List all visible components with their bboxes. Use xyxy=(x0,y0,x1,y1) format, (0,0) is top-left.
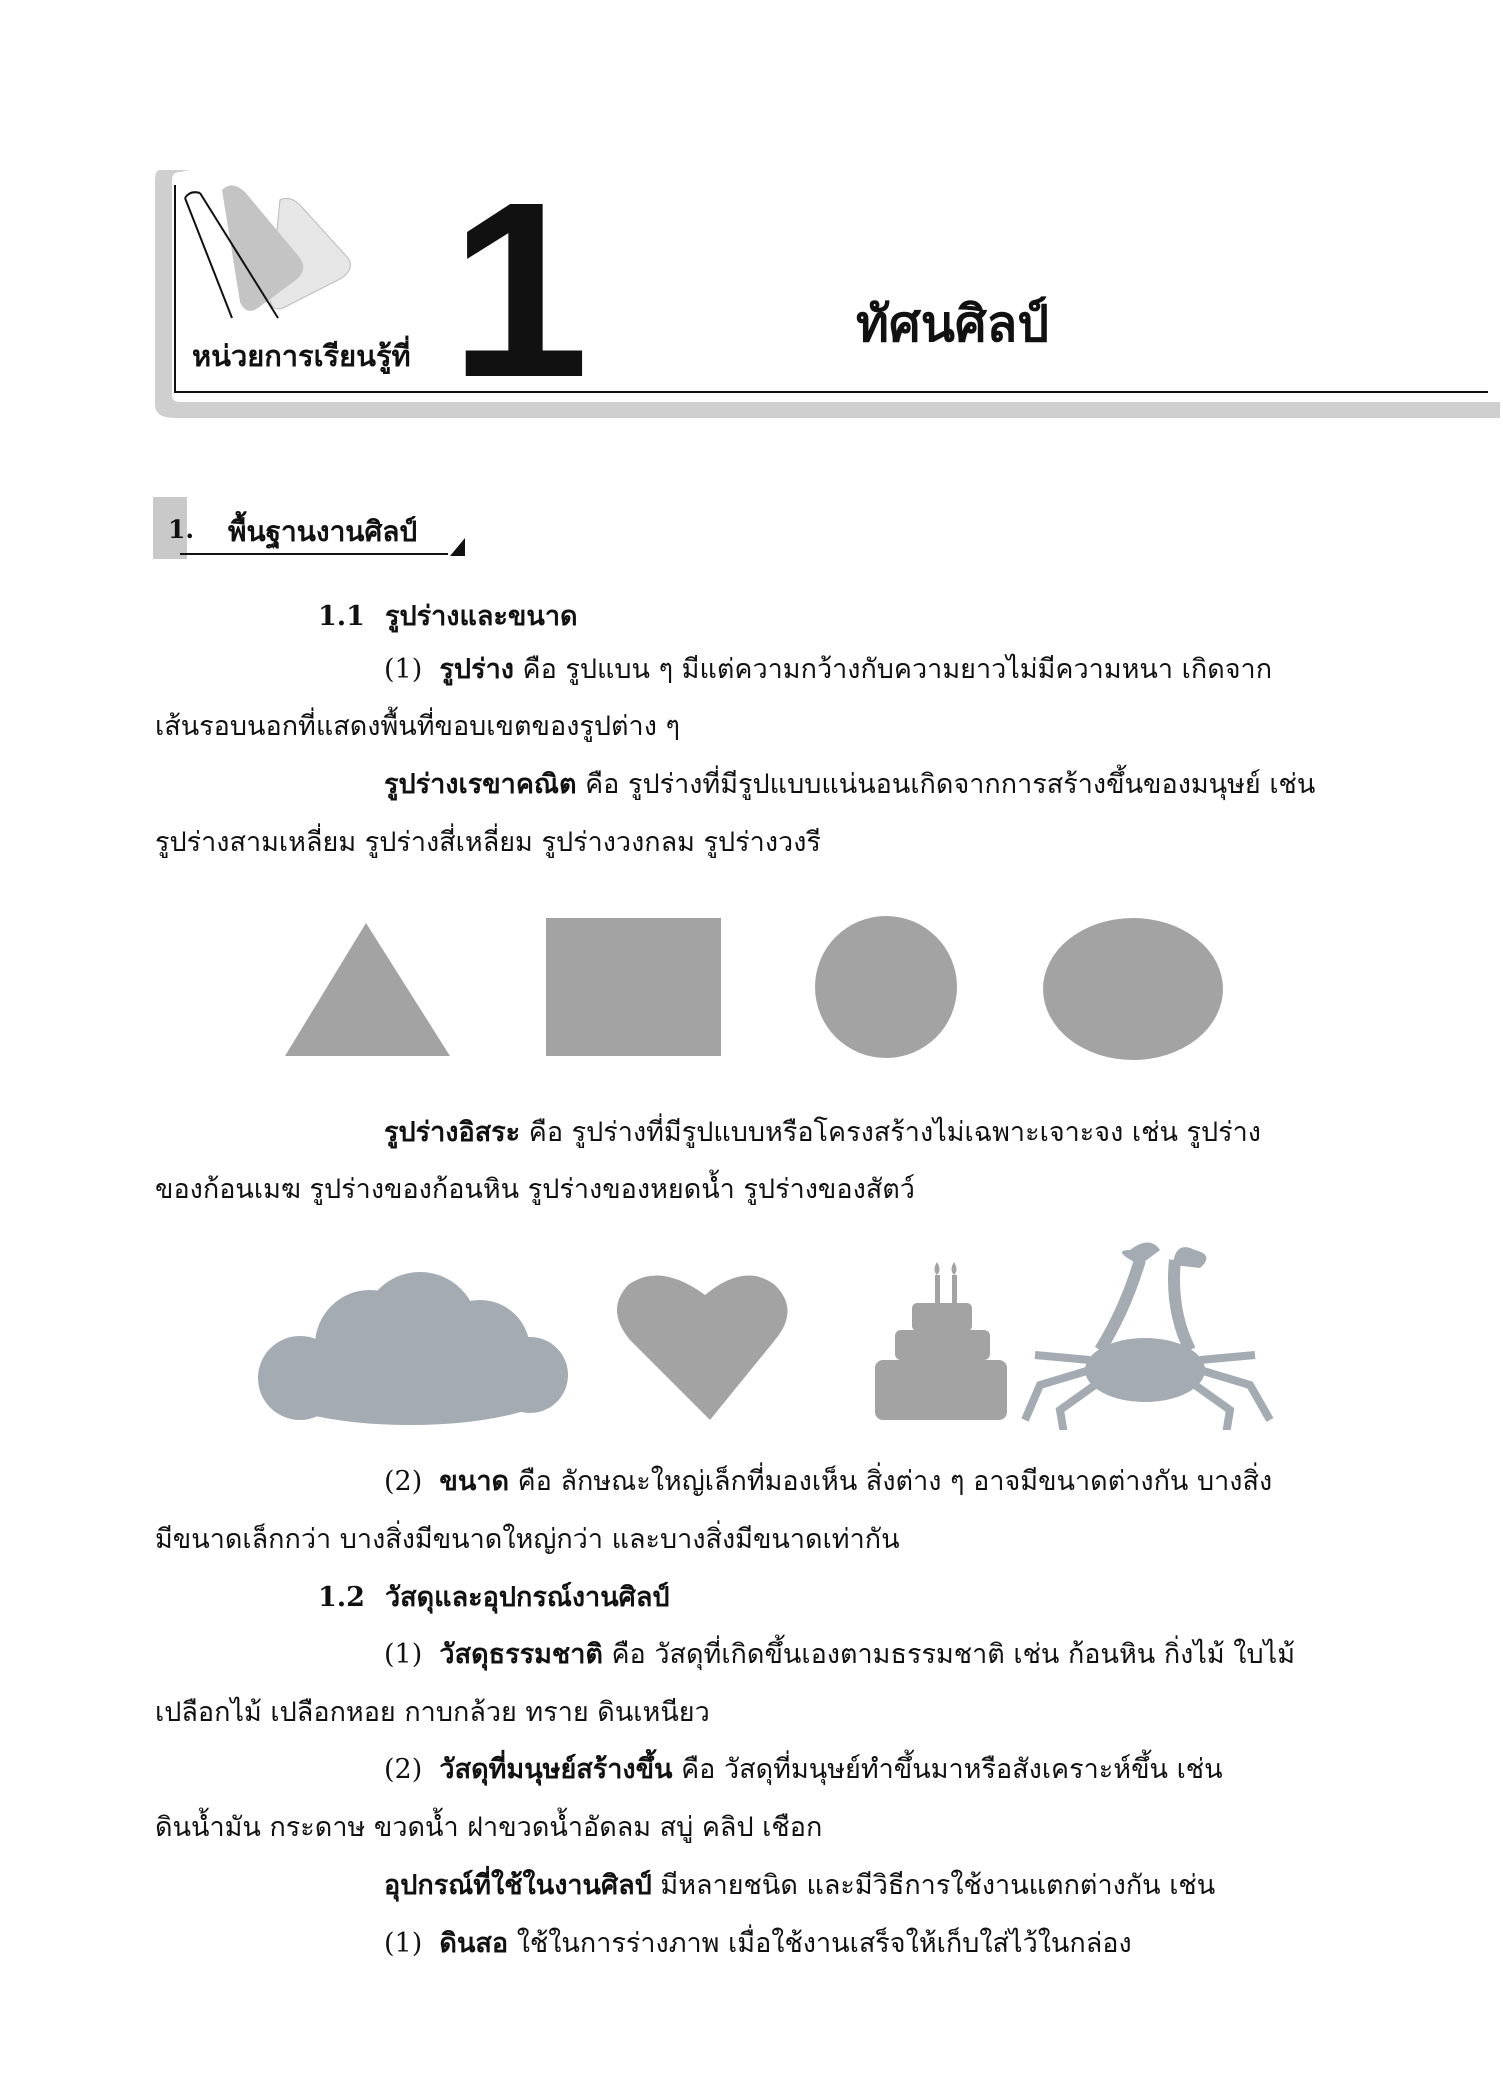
ellipse-shape xyxy=(1043,918,1223,1060)
geometric-paragraph-line2: รูปร่างสามเหลี่ยม รูปร่างสี่เหลี่ยม รูปร่างวงกลม รูปร่างวงรี xyxy=(155,827,821,858)
subsection-1-2-title: วัสดุและอุปกรณ์งานศิลป์ xyxy=(385,1582,670,1613)
term-art-tools: อุปกรณ์ที่ใช้ในงานศิลป์ xyxy=(384,1870,652,1901)
item-number: (1) xyxy=(384,1639,423,1670)
subsection-1-1-number: 1.1 xyxy=(318,601,365,632)
pencil-paragraph-line1 xyxy=(384,1924,1132,1964)
unit-number: 1 xyxy=(450,150,590,429)
term-pencil: ดินสอ xyxy=(439,1928,509,1959)
cake-icon xyxy=(875,1262,1007,1420)
geometric-definition: คือ รูปร่างที่มีรูปแบบแน่นอนเกิดจากการสร้างขึ้นของมนุษย์ เช่น xyxy=(585,769,1316,800)
item-number: (1) xyxy=(384,1928,423,1959)
size-definition: คือ ลักษณะใหญ่เล็กที่มองเห็น สิ่งต่าง ๆ อาจมีขนาดต่างกัน บางสิ่ง xyxy=(517,1466,1273,1497)
unit-title: ทัศนศิลป์ xyxy=(856,295,1049,353)
freeform-definition: คือ รูปร่างที่มีรูปแบบหรือโครงสร้างไม่เฉพาะเจาะจง เช่น รูปร่าง xyxy=(528,1117,1261,1148)
term-natural-material: วัสดุธรรมชาติ xyxy=(439,1639,603,1670)
size-paragraph-line2: มีขนาดเล็กกว่า บางสิ่งมีขนาดใหญ่กว่า และบางสิ่งมีขนาดเท่ากัน xyxy=(155,1524,900,1555)
item-number: (2) xyxy=(384,1754,423,1785)
subsection-1-2-number: 1.2 xyxy=(318,1582,365,1613)
circle-shape xyxy=(815,916,957,1058)
cloud-icon xyxy=(258,1272,568,1425)
natural-material-line1 xyxy=(384,1635,1295,1675)
term-geometric-shape: รูปร่างเรขาคณิต xyxy=(384,769,577,800)
freeform-paragraph-line2: ของก้อนเมฆ รูปร่างของก้อนหิน รูปร่างของหยดน้ำ รูปร่างของสัตว์ xyxy=(155,1174,915,1205)
section-title: พื้นฐานงานศิลป์ xyxy=(228,515,418,548)
art-tools-definition: มีหลายชนิด และมีวิธีการใช้งานแตกต่างกัน เช่น xyxy=(660,1870,1216,1901)
item-number: (2) xyxy=(384,1466,423,1497)
natural-material-definition: คือ วัสดุที่เกิดขึ้นเองตามธรรมชาติ เช่น ก้อนหิน กิ่งไม้ ใบไม้ xyxy=(611,1639,1296,1670)
square-shape xyxy=(546,918,721,1056)
manmade-material-definition: คือ วัสดุที่มนุษย์ทำขึ้นมาหรือสังเคราะห์ขึ้น เช่น xyxy=(681,1754,1223,1785)
manmade-material-line2: ดินน้ำมัน กระดาษ ขวดน้ำ ฝาขวดน้ำอัดลม สบู่ คลิป เชือก xyxy=(155,1812,823,1843)
term-shape: รูปร่าง xyxy=(439,654,514,685)
triangle-shape xyxy=(285,923,450,1056)
term-manmade-material: วัสดุที่มนุษย์สร้างขึ้น xyxy=(439,1754,673,1785)
crab-icon xyxy=(1025,1243,1270,1431)
pencil-definition: ใช้ในการร่างภาพ เมื่อใช้งานเสร็จให้เก็บใส่ไว้ในกล่อง xyxy=(516,1928,1132,1959)
unit-label: หน่วยการเรียนรู้ที่ xyxy=(192,339,411,373)
item-number: (1) xyxy=(384,654,423,685)
size-paragraph-line1 xyxy=(384,1462,1272,1502)
natural-material-line2: เปลือกไม้ เปลือกหอย กาบกล้วย ทราย ดินเหนียว xyxy=(155,1697,710,1728)
tools-paragraph-line1 xyxy=(384,1866,1215,1906)
subsection-1-1-title: รูปร่างและขนาด xyxy=(385,601,578,632)
term-freeform-shape: รูปร่างอิสระ xyxy=(384,1117,521,1148)
manmade-material-line1 xyxy=(384,1750,1223,1790)
freeform-paragraph-line1 xyxy=(384,1113,1261,1153)
term-size: ขนาด xyxy=(439,1466,510,1497)
shape-definition: คือ รูปแบน ๆ มีแต่ความกว้างกับความยาวไม่มีความหนา เกิดจาก xyxy=(522,654,1273,685)
heart-icon xyxy=(617,1276,788,1420)
section-number: 1. xyxy=(168,515,195,544)
shape-paragraph-line2: เส้นรอบนอกที่แสดงพื้นที่ขอบเขตของรูปต่าง ๆ xyxy=(155,711,680,742)
